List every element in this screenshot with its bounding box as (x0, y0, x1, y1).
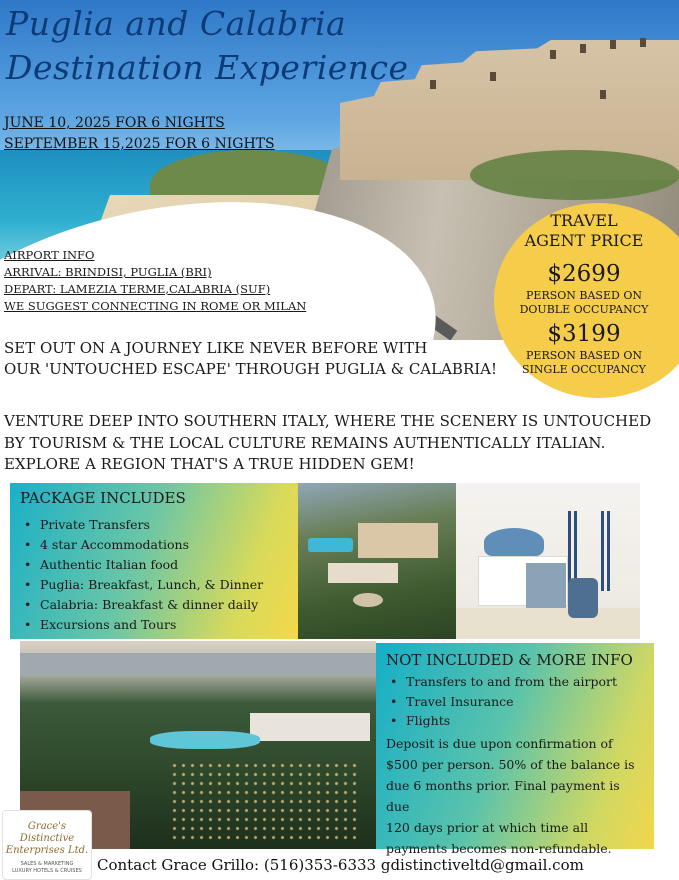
logo-text: Grace's Distinctive (19, 821, 75, 844)
not-included-heading: NOT INCLUDED & MORE INFO (386, 651, 633, 669)
list-item: • Calabria: Breakfast & dinner daily (20, 595, 288, 615)
resort-terrace (328, 563, 398, 583)
trip-date: SEPTEMBER 15,2025 FOR 6 NIGHTS (4, 136, 275, 152)
room-floor (456, 608, 640, 639)
room-chair (568, 578, 598, 618)
deposit-line: payments becomes non-refundable. (386, 840, 612, 856)
intro-line: OUR 'UNTOUCHED ESCAPE' THROUGH PUGLIA & CALABRIA! (4, 360, 498, 378)
list-item: • Excursions and Tours (20, 615, 288, 635)
package-heading: PACKAGE INCLUDES (20, 489, 186, 507)
price-heading: TRAVEL (550, 211, 618, 230)
deposit-line: 120 days prior at which time all (386, 819, 589, 835)
resort-photo (298, 483, 456, 639)
price-note: PERSON BASED ON (526, 349, 642, 362)
not-included-list (386, 672, 644, 731)
town-window (550, 50, 556, 59)
town-window (490, 72, 496, 81)
price-single: $3199 (547, 321, 621, 347)
town-window (610, 40, 616, 49)
list-item: • Flights (386, 711, 644, 731)
intro-text (4, 338, 504, 380)
price-note: PERSON BASED ON (526, 289, 642, 302)
title-line: Destination Experience (6, 48, 409, 87)
airport-info (4, 247, 306, 315)
contact-info: Contact Grace Grillo: (516)353-6333 gdistinctiveltd@gmail.com (97, 856, 584, 874)
room-bed-throw (526, 563, 566, 608)
aerial-sea (20, 653, 376, 675)
trip-date: JUNE 10, 2025 FOR 6 NIGHTS (4, 115, 225, 131)
resort-fountain (353, 593, 383, 607)
list-item: • Travel Insurance (386, 692, 644, 712)
trip-dates (4, 113, 275, 155)
hotel-room-photo (456, 483, 640, 639)
town-window (640, 38, 646, 47)
aerial-lights (170, 761, 360, 841)
venture-text (4, 411, 674, 476)
airport-arrival: ARRIVAL: BRINDISI, PUGLIA (BRI) (4, 265, 212, 279)
price-badge (494, 203, 679, 398)
package-includes-panel (10, 483, 298, 639)
intro-line: SET OUT ON A JOURNEY LIKE NEVER BEFORE WITH (4, 339, 428, 357)
company-logo (2, 810, 92, 880)
logo-text: Enterprises Ltd. (5, 845, 89, 856)
venture-line: VENTURE DEEP INTO SOUTHERN ITALY, WHERE THE SCENERY IS UNTOUCHED (4, 412, 652, 430)
room-headboard (484, 528, 544, 556)
deposit-line: Deposit is due upon confirmation of (386, 735, 613, 751)
list-item: • Private Transfers (20, 515, 288, 535)
deposit-line: $500 per person. 50% of the balance is (386, 756, 635, 772)
title-line: Puglia and Calabria (6, 4, 347, 43)
resort-building (358, 523, 438, 558)
list-item: • 4 star Accommodations (20, 535, 288, 555)
venture-line: EXPLORE A REGION THAT'S A TRUE HIDDEN GEM! (4, 455, 415, 473)
resort-pool (308, 538, 353, 552)
deposit-info (386, 733, 644, 859)
town-window (430, 80, 436, 89)
page-title (6, 2, 409, 90)
airport-suggest: WE SUGGEST CONNECTING IN ROME OR MILAN (4, 299, 307, 313)
price-double: $2699 (547, 261, 621, 287)
list-item: • Authentic Italian food (20, 555, 288, 575)
price-heading: AGENT PRICE (524, 231, 644, 250)
airport-depart: DEPART: LAMEZIA TERME,CALABRIA (SUF) (4, 282, 271, 296)
town-window (580, 44, 586, 53)
not-included-panel (376, 643, 654, 856)
deposit-line: due 6 months prior. Final payment is due (386, 777, 620, 814)
list-item: • Puglia: Breakfast, Lunch, & Dinner (20, 575, 288, 595)
list-item: • Transfers to and from the airport (386, 672, 644, 692)
aerial-hotel (250, 713, 370, 741)
aerial-pool (150, 731, 260, 749)
town-window (600, 90, 606, 99)
price-note: SINGLE OCCUPANCY (522, 363, 646, 376)
package-list (20, 515, 288, 635)
logo-subtext: LUXURY HOTELS & CRUISES (12, 868, 82, 874)
logo-subtext: SALES & MARKETING (20, 861, 74, 867)
room-curtain (601, 511, 611, 591)
airport-heading: AIRPORT INFO (4, 248, 95, 262)
venture-line: BY TOURISM & THE LOCAL CULTURE REMAINS AUTHENTICALLY ITALIAN. (4, 433, 606, 452)
greenery (470, 150, 679, 200)
price-note: DOUBLE OCCUPANCY (519, 303, 649, 316)
